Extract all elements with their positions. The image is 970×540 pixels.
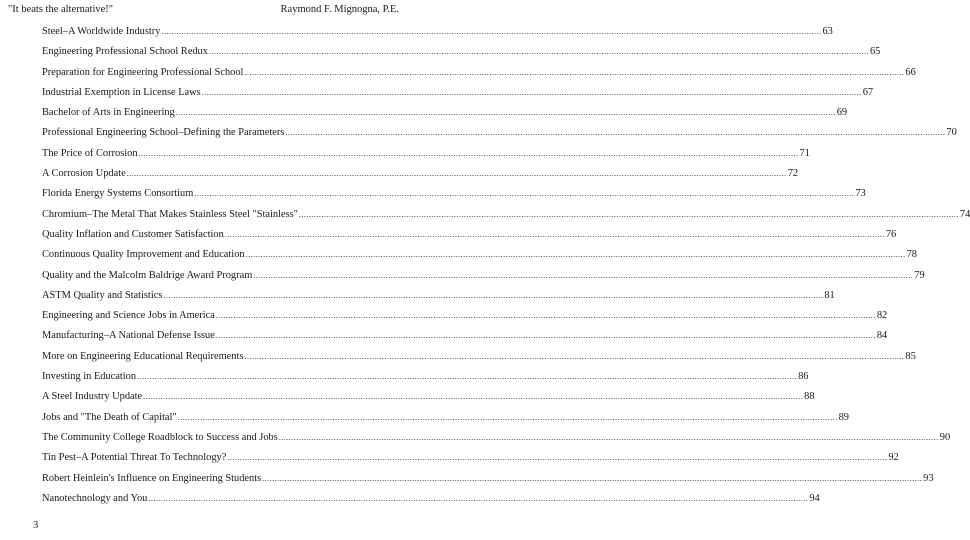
toc-entry-page: 70: [946, 127, 957, 139]
dot-leader: [244, 350, 904, 364]
toc-entry-page: 84: [876, 330, 888, 342]
page-number: 3: [33, 520, 39, 531]
toc-entry: [42, 411, 849, 431]
toc-entry-title: ASTM Quality and Statistics: [42, 289, 163, 301]
toc-entry-page: 78: [906, 249, 917, 261]
dot-leader: [253, 269, 913, 283]
toc-entry-title: Tin Pest–A Potential Threat To Technology?: [42, 452, 227, 464]
toc-entry-page: 71: [799, 147, 810, 159]
toc-entry-title: Continuous Quality Improvement and Education: [42, 249, 245, 261]
toc-entry-page: 63: [822, 26, 833, 37]
toc-entry: [42, 370, 809, 390]
toc-entry-page: 90: [939, 431, 951, 443]
toc-entry-title: A Corrosion Update: [42, 168, 126, 180]
toc-entry: [42, 126, 957, 146]
toc-entry-title: Nanotechnology and You: [42, 492, 148, 504]
toc-entry-title: The Community College Roadblock to Success and Jobs: [42, 431, 278, 443]
dot-leader: [194, 187, 854, 201]
toc-entry-title: Quality Inflation and Customer Satisfaction: [42, 228, 224, 240]
dot-leader: [139, 147, 799, 161]
toc-entry: [42, 187, 866, 207]
toc-entry: [42, 329, 888, 349]
toc-entry-page: 89: [838, 411, 849, 423]
dot-leader: [209, 45, 869, 59]
toc-entry: [42, 147, 810, 167]
toc-entry-page: 74: [959, 208, 970, 220]
toc-entry-page: 66: [905, 66, 916, 78]
dot-leader: [216, 329, 876, 343]
toc-entry: [42, 86, 874, 106]
toc-entry-title: A Steel Industry Update: [42, 391, 143, 403]
dot-leader: [285, 126, 945, 140]
toc-entry-page: 93: [923, 472, 934, 484]
dot-leader: [299, 208, 959, 222]
toc-entry: [42, 25, 833, 45]
header-author: Raymond F. Mignogna, P.E.: [280, 4, 399, 15]
dot-leader: [227, 451, 887, 465]
toc-entry: [42, 492, 820, 512]
toc-entry-title: Preparation for Engineering Professional School: [42, 66, 244, 78]
toc-entry: [42, 228, 897, 248]
dot-leader: [161, 25, 821, 39]
dot-leader: [246, 248, 906, 262]
dot-leader: [137, 370, 797, 384]
toc-entry: [42, 106, 848, 126]
dot-leader: [143, 390, 803, 404]
toc-entry-title: Industrial Exemption in License Laws: [42, 86, 201, 98]
toc-entry-page: 82: [876, 310, 888, 322]
dot-leader: [178, 411, 838, 425]
toc-entry: [42, 208, 970, 228]
dot-leader: [225, 228, 885, 242]
toc-entry: [42, 431, 951, 451]
toc-entry-page: 72: [787, 168, 799, 180]
toc-entry-page: 73: [855, 188, 866, 200]
toc-entry: [42, 390, 815, 410]
toc-entry-page: 92: [888, 452, 899, 464]
toc-entry-page: 85: [905, 350, 916, 362]
toc-entry: [42, 66, 916, 86]
toc-entry-title: Investing in Education: [42, 371, 137, 383]
toc-entry-title: Engineering and Science Jobs in America: [42, 310, 215, 322]
toc-entry-page: 76: [885, 228, 897, 240]
toc-entry: [42, 248, 917, 268]
toc-entry-page: 88: [804, 391, 815, 403]
toc-entry-title: The Price of Corrosion: [42, 147, 138, 159]
running-header: [8, 3, 399, 17]
toc-entry-title: Bachelor of Arts in Engineering: [42, 107, 175, 119]
toc-entry-title: Robert Heinlein's Influence on Engineering Students: [42, 472, 262, 484]
header-quote: "It beats the alternative!": [8, 4, 114, 15]
toc-entry: [42, 289, 835, 309]
toc-entry: [42, 45, 881, 65]
toc-entry-page: 79: [914, 269, 925, 281]
dot-leader: [279, 431, 939, 445]
toc-entry-title: Manufacturing–A National Defense Issue: [42, 330, 215, 342]
dot-leader: [127, 167, 787, 181]
toc-entry-page: 94: [809, 492, 820, 504]
toc-entry-title: More on Engineering Educational Requirements: [42, 350, 244, 362]
toc-entry: [42, 350, 916, 370]
toc-entry-title: Professional Engineering School–Defining the Parameters: [42, 127, 285, 139]
toc-entry-page: 86: [798, 371, 809, 383]
dot-leader: [216, 309, 876, 323]
table-of-contents: [42, 25, 970, 512]
dot-leader: [163, 289, 823, 303]
dot-leader: [176, 106, 836, 120]
toc-entry-title: Chromium–The Metal That Makes Stainless Steel "Stainless": [42, 208, 298, 220]
dot-leader: [202, 86, 862, 100]
toc-entry: [42, 309, 888, 329]
toc-entry-title: Jobs and "The Death of Capital": [42, 411, 177, 423]
dot-leader: [244, 66, 904, 80]
toc-entry-title: Steel–A Worldwide Industry: [42, 26, 161, 37]
toc-entry-page: 67: [862, 86, 874, 98]
toc-entry-title: Engineering Professional School Redux: [42, 46, 208, 58]
dot-leader: [148, 492, 808, 506]
toc-entry-page: 81: [824, 289, 835, 301]
toc-entry-page: 69: [836, 107, 848, 119]
toc-entry: [42, 451, 899, 471]
toc-entry: [42, 269, 925, 289]
toc-entry-title: Florida Energy Systems Consortium: [42, 188, 194, 200]
toc-entry: [42, 167, 799, 187]
toc-entry-page: 65: [869, 46, 881, 58]
toc-entry: [42, 472, 934, 492]
dot-leader: [262, 472, 922, 486]
toc-entry-title: Quality and the Malcolm Baldrige Award Program: [42, 269, 253, 281]
